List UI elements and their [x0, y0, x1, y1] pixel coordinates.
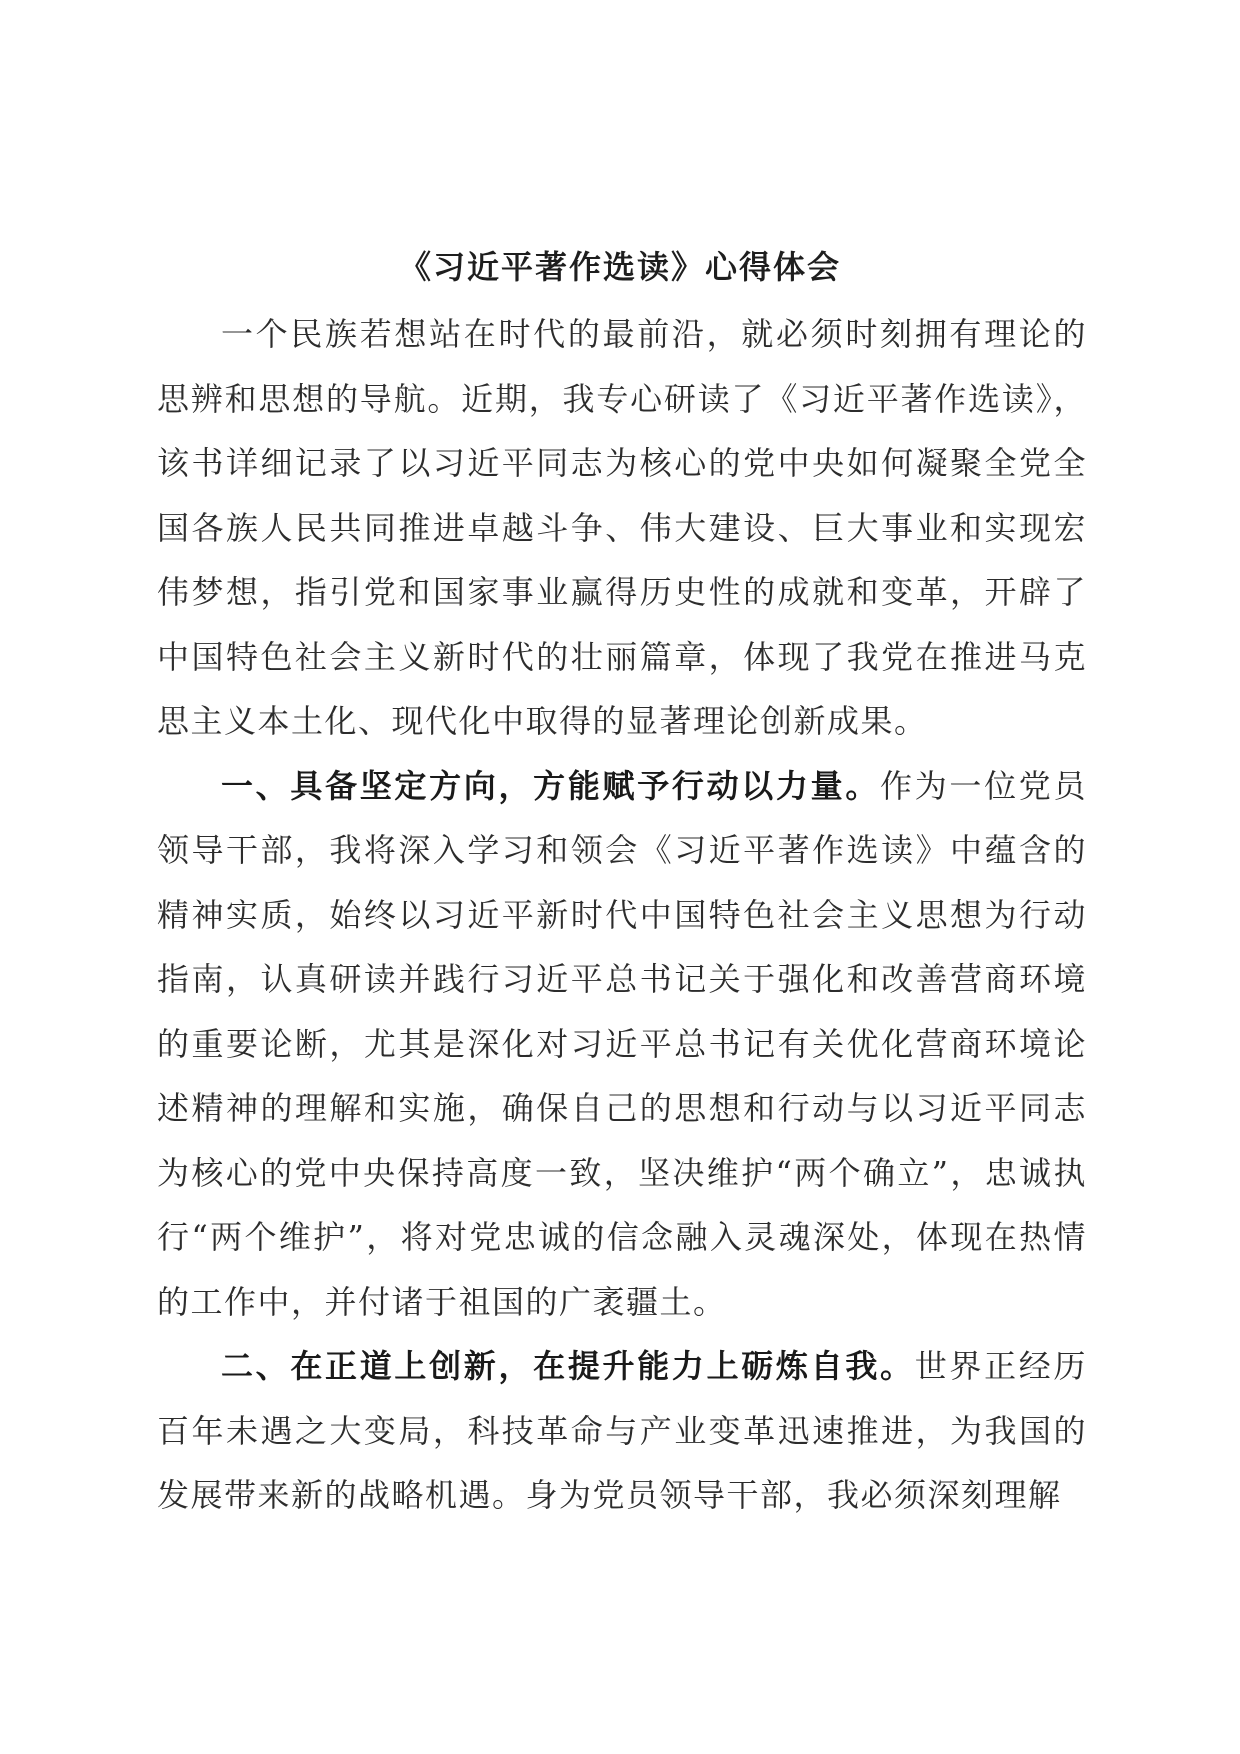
paragraph-text: 一个民族若想站在时代的最前沿，就必须时刻拥有理论的思辨和思想的导航。近期，我专心研读了《习近平著作选读》，该书详细记录了以习近平同志为核心的党中央如何凝聚全党全国各族人民共同推进卓越斗争、伟大建设、巨大事业和实现宏伟梦想，指引党和国家事业赢得历史性的成就和变革，开辟了中国特色社会主义新时代的壮丽篇章，体现了我党在推进马克思主义本土化、现代化中取得的显著理论创新成果。: [157, 315, 1087, 740]
paragraph-section-2: [157, 1334, 1087, 1528]
section-heading: 一、具备坚定方向，方能赋予行动以力量。: [221, 766, 881, 805]
section-heading: 二、在正道上创新，在提升能力上砺炼自我。: [221, 1347, 915, 1385]
page-title: 《习近平著作选读》心得体会: [398, 248, 841, 287]
paragraph-section-1: [157, 754, 1087, 1335]
paragraph-text: 作为一位党员领导干部，我将深入学习和领会《习近平著作选读》中蕴含的精神实质，始终以习近平新时代中国特色社会主义思想为行动指南，认真研读并践行习近平总书记关于强化和改善营商环境的重要论断，尤其是深化对习近平总书记有关优化营商环境论述精神的理解和实施，确保自己的思想和行动与以习近平同志为核心的党中央保持高度一致，坚决维护“两个确立”，忠诚执行“两个维护”，将对党忠诚的信念融入灵魂深处，体现在热情的工作中，并付诸于祖国的广袤疆土。: [157, 766, 1087, 1321]
paragraph-text: 世界正经历百年未遇之大变局，科技革命与产业变革迅速推进，为我国的发展带来新的战略机遇。身为党员领导干部，我必须深刻理解: [157, 1347, 1087, 1514]
document-body: [157, 302, 1087, 1528]
paragraph-intro: [157, 302, 1087, 754]
